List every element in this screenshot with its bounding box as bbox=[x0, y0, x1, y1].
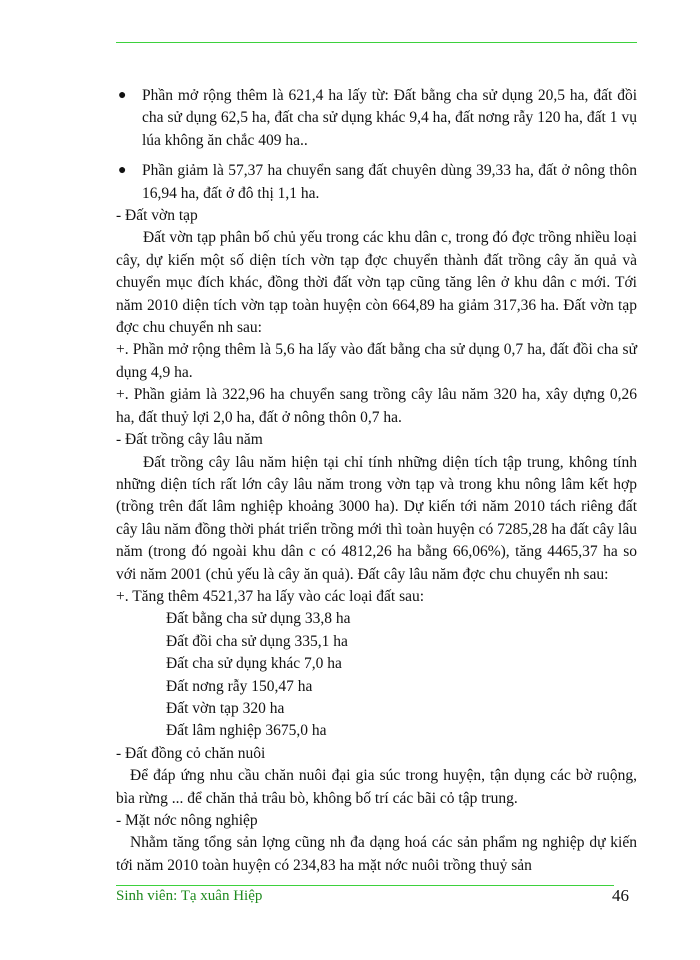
bullet-item bbox=[116, 160, 637, 205]
document-body bbox=[116, 85, 637, 877]
bullet-dot-icon: ● bbox=[118, 88, 127, 103]
paragraph-mat-nuoc: Nhằm tăng tổng sản lợng cũng nh đa dạng hoá các sản phẩm ng nghiệp dự kiến tới năm 2010 toàn huyện có 234,83 ha mặt nớc nuôi trồng thuỷ sản bbox=[116, 834, 637, 874]
bullet-text: Phần giảm là 57,37 ha chuyển sang đất chuyên dùng 39,33 ha, đất ở nông thôn 16,94 ha, đất ở đô thị 1,1 ha. bbox=[142, 162, 637, 202]
land-list-item: Đất lâm nghiệp 3675,0 ha bbox=[166, 722, 327, 740]
bullet-item bbox=[116, 85, 637, 152]
land-list-item: Đất cha sử dụng khác 7,0 ha bbox=[166, 655, 342, 673]
paragraph-dong-co: Để đáp ứng nhu cầu chăn nuôi đại gia súc trong huyện, tận dụng các bờ ruộng, bìa rừng ... để chăn thả trâu bò, không bố trí các bãi cỏ tập trung. bbox=[116, 767, 637, 807]
land-list-item: Đất bằng cha sử dụng 33,8 ha bbox=[166, 610, 351, 628]
footer-author: Sinh viên: Tạ xuân Hiệp bbox=[116, 888, 263, 904]
page-number: 46 bbox=[612, 886, 629, 905]
footer-rule bbox=[116, 885, 614, 886]
vuon-tap-decrease: +. Phần giảm là 322,96 ha chuyển sang trồng cây lâu năm 320 ha, xây dựng 0,26 ha, đất thuỷ lợi 2,0 ha, đất ở nông thôn 0,7 ha. bbox=[116, 386, 637, 426]
bullet-dot-icon: ● bbox=[118, 163, 127, 179]
vuon-tap-increase: +. Phần mở rộng thêm là 5,6 ha lấy vào đất bằng cha sử dụng 0,7 ha, đất đồi cha sử dụng 4,9 ha. bbox=[116, 341, 637, 381]
land-list-item: Đất nơng rẫy 150,47 ha bbox=[166, 677, 313, 695]
section-heading-mat-nuoc: - Mặt nớc nông nghiệp bbox=[116, 812, 258, 829]
header-rule bbox=[116, 42, 637, 43]
paragraph-vuon-tap: Đất vờn tạp phân bố chủ yếu trong các khu dân c, trong đó đợc trồng nhiều loại cây, dự kiến một số diện tích vờn tạp đợc chuyển thành đất trồng cây ăn quả và chuyển mục đích khác, đồng thời đất vờn tạp cũng tăng lên ở khu dân c mới. Tới năm 2010 diện tích vờn tạp toàn huyện còn 664,89 ha giảm 317,36 ha. Đất vờn tạp đợc chu chuyển nh sau: bbox=[116, 229, 637, 337]
land-list-item: Đất vờn tạp 320 ha bbox=[166, 699, 285, 717]
bullet-text: Phần mở rộng thêm là 621,4 ha lấy từ: Đất bằng cha sử dụng 20,5 ha, đất đồi cha sử dụng 62,5 ha, đất cha sử dụng khác 9,4 ha, đất nơng rẫy 120 ha, đất 1 vụ lúa không ăn chắc 409 ha.. bbox=[142, 87, 637, 149]
section-heading-vuon-tap: - Đất vờn tạp bbox=[116, 207, 198, 225]
land-list-item: Đất đồi cha sử dụng 335,1 ha bbox=[166, 632, 348, 650]
section-heading-lau-nam: - Đất trồng cây lâu năm bbox=[116, 431, 263, 449]
lau-nam-increase: +. Tăng thêm 4521,37 ha lấy vào các loại đất sau: bbox=[116, 587, 425, 605]
section-heading-dong-co: - Đất đồng cỏ chăn nuôi bbox=[116, 744, 266, 762]
paragraph-lau-nam: Đất trồng cây lâu năm hiện tại chỉ tính những diện tích tập trung, không tính những diện tích rất lớn cây lâu năm trong vờn tạp và trong khu nông lâm kết hợp (trồng trên đất lâm nghiệp khoảng 3000 ha). Dự kiến tới năm 2010 tách riêng đất cây lâu năm đồng thời phát triển trồng mới thì toàn huyện có 7285,28 ha đất cây lâu năm (trong đó ngoài khu dân c có 4812,26 ha bằng 66,06%), tăng 4465,37 ha so với năm 2001 (chủ yếu là cây ăn quả). Đất cây lâu năm đợc chu chuyển nh sau: bbox=[116, 453, 637, 583]
